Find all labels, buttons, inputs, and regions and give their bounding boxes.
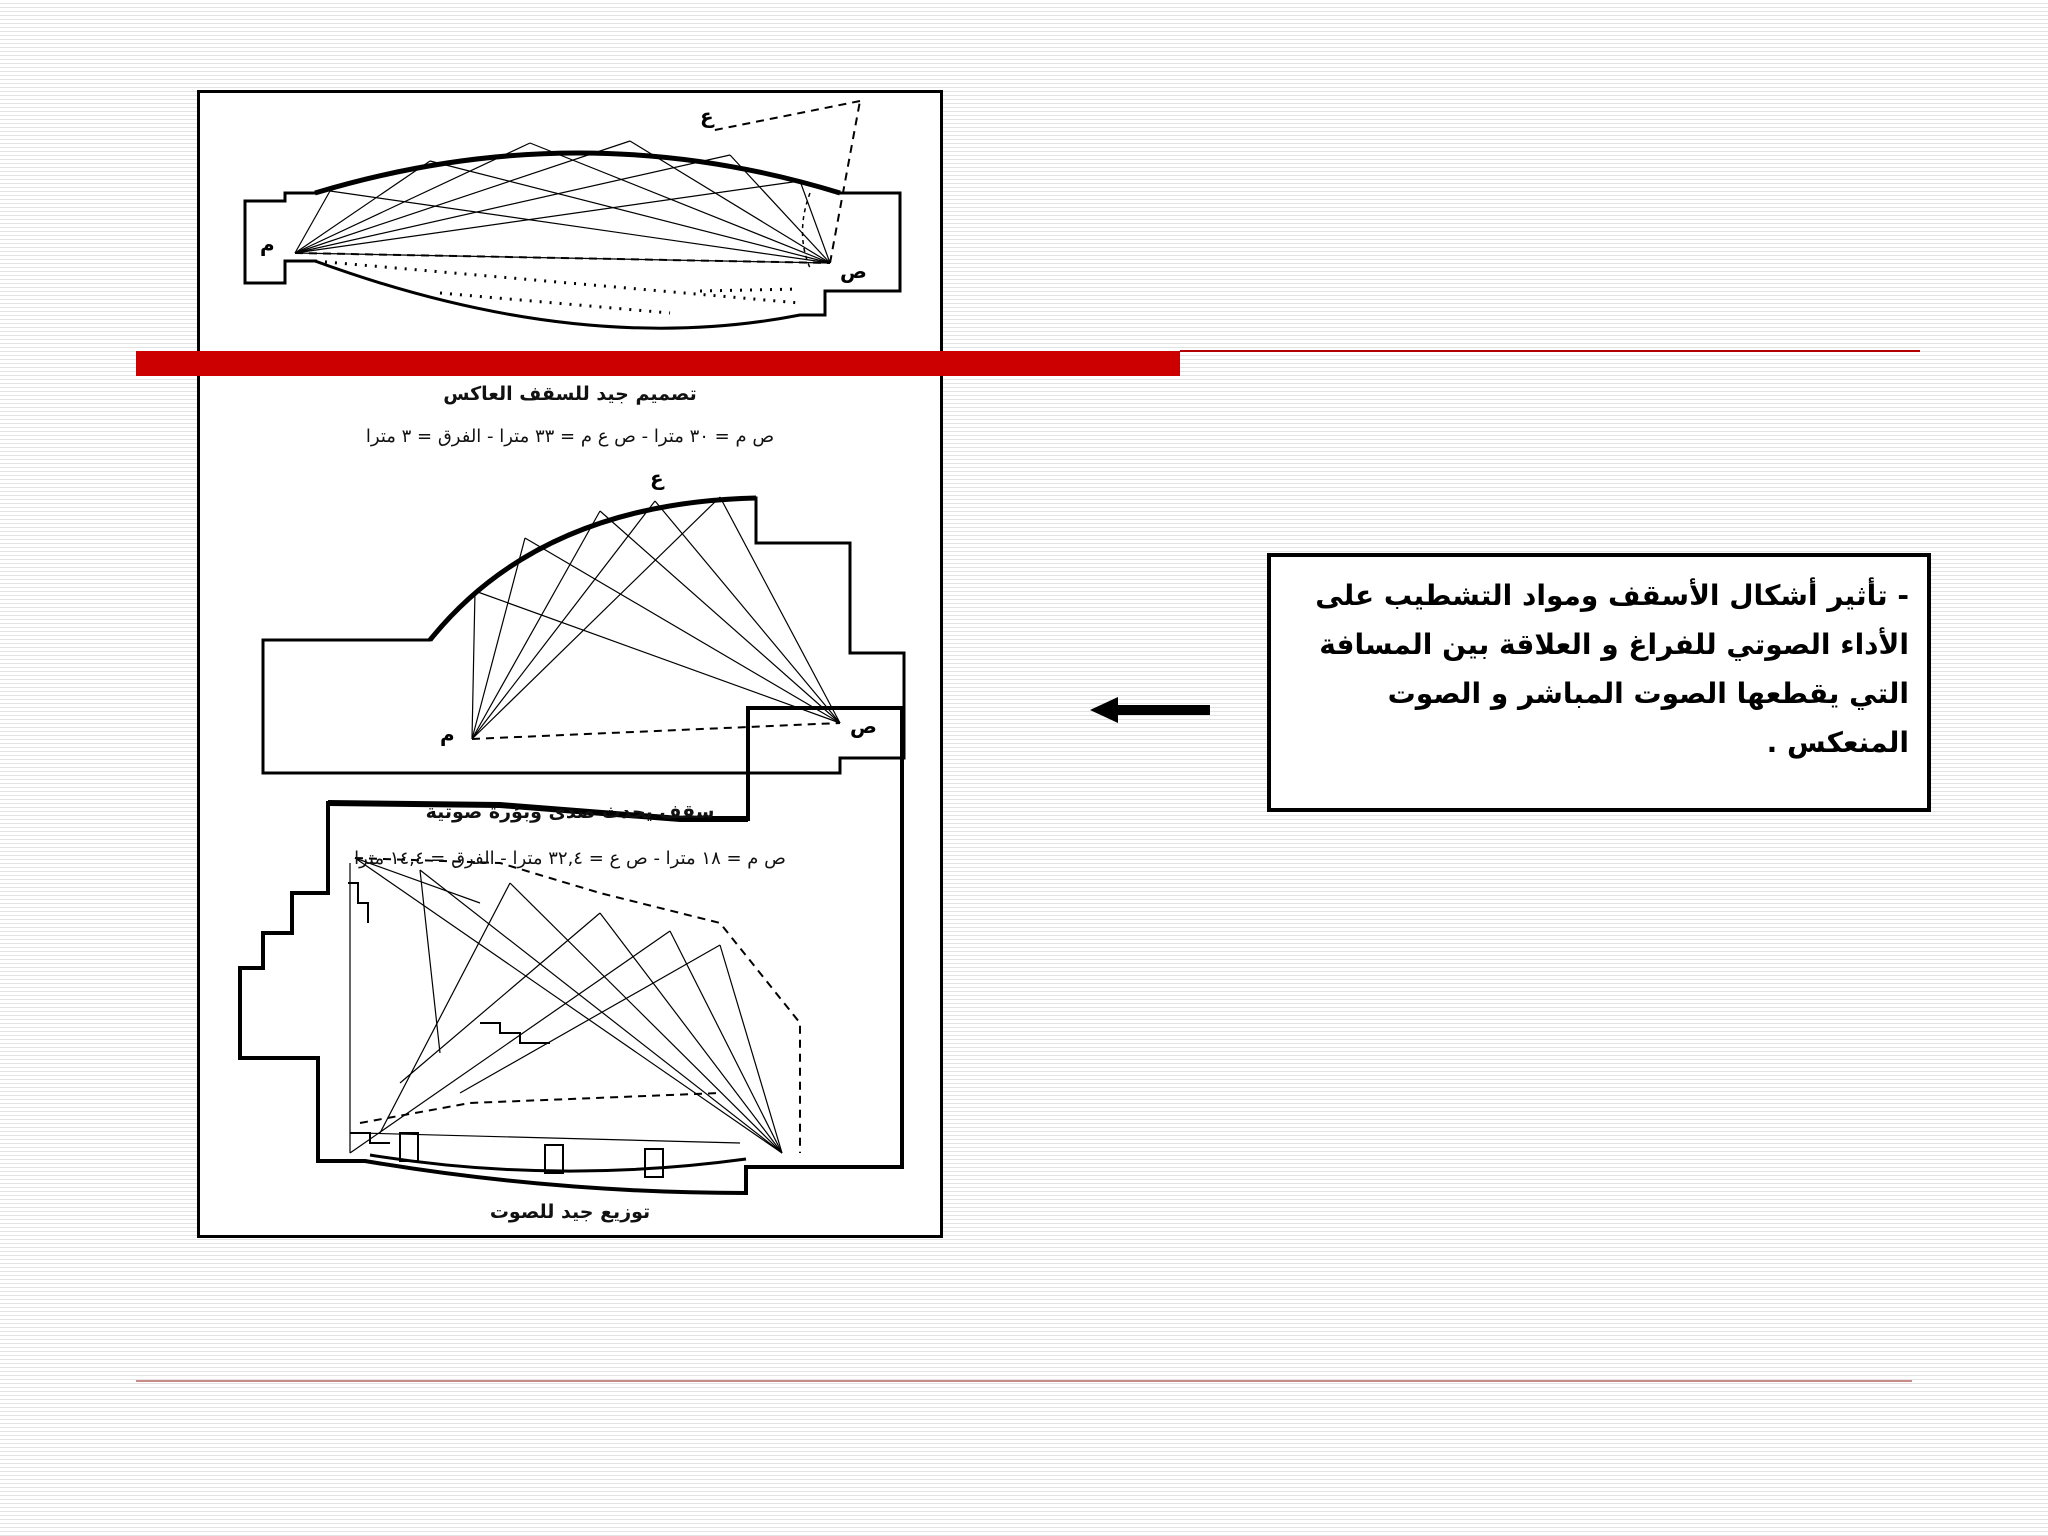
diagram-echo-ceiling — [263, 497, 904, 773]
diagram1-measurements: ص م = ٣٠ مترا - ص ع م = ٣٣ مترا - الفرق = ٣ مترا — [365, 426, 775, 447]
diagram-good-distribution — [240, 708, 902, 1193]
diagram1-label-source: ص — [840, 259, 867, 283]
diagram2-label-reflection: ع — [650, 466, 664, 490]
ceiling-diagrams — [200, 93, 940, 1235]
diagram2-label-listener: م — [440, 722, 455, 746]
description-text: - تأثير أشكال الأسقف ومواد التشطيب على الأداء الصوتي للفراغ و العلاقة بين المسافة التي يقطعها الصوت المباشر و الصوت المنعكس . — [1315, 579, 1909, 759]
left-arrow-icon — [1090, 696, 1210, 724]
diagram3-caption: توزيع جيد للصوت — [489, 1201, 651, 1223]
diagram1-label-listener: م — [260, 232, 275, 256]
footer-rule — [136, 1380, 1912, 1382]
diagram1-caption: تصميم جيد للسقف العاكس — [443, 383, 697, 405]
diagram2-measurements: ص م = ١٨ مترا - ص ع = ٣٢,٤ مترا - الفرق = ١٤,٤ مترا — [354, 848, 786, 869]
acoustic-figure — [197, 90, 943, 1238]
diagram1-label-reflection: ع — [700, 104, 714, 128]
header-rule — [1180, 350, 1920, 352]
description-box — [1267, 553, 1931, 812]
diagram2-caption: سقف يحدث صدى وبؤرة صوتية — [425, 801, 715, 823]
accent-bar — [136, 351, 1180, 376]
diagram-good-reflector — [245, 101, 900, 328]
diagram2-label-source: ص — [850, 714, 877, 738]
